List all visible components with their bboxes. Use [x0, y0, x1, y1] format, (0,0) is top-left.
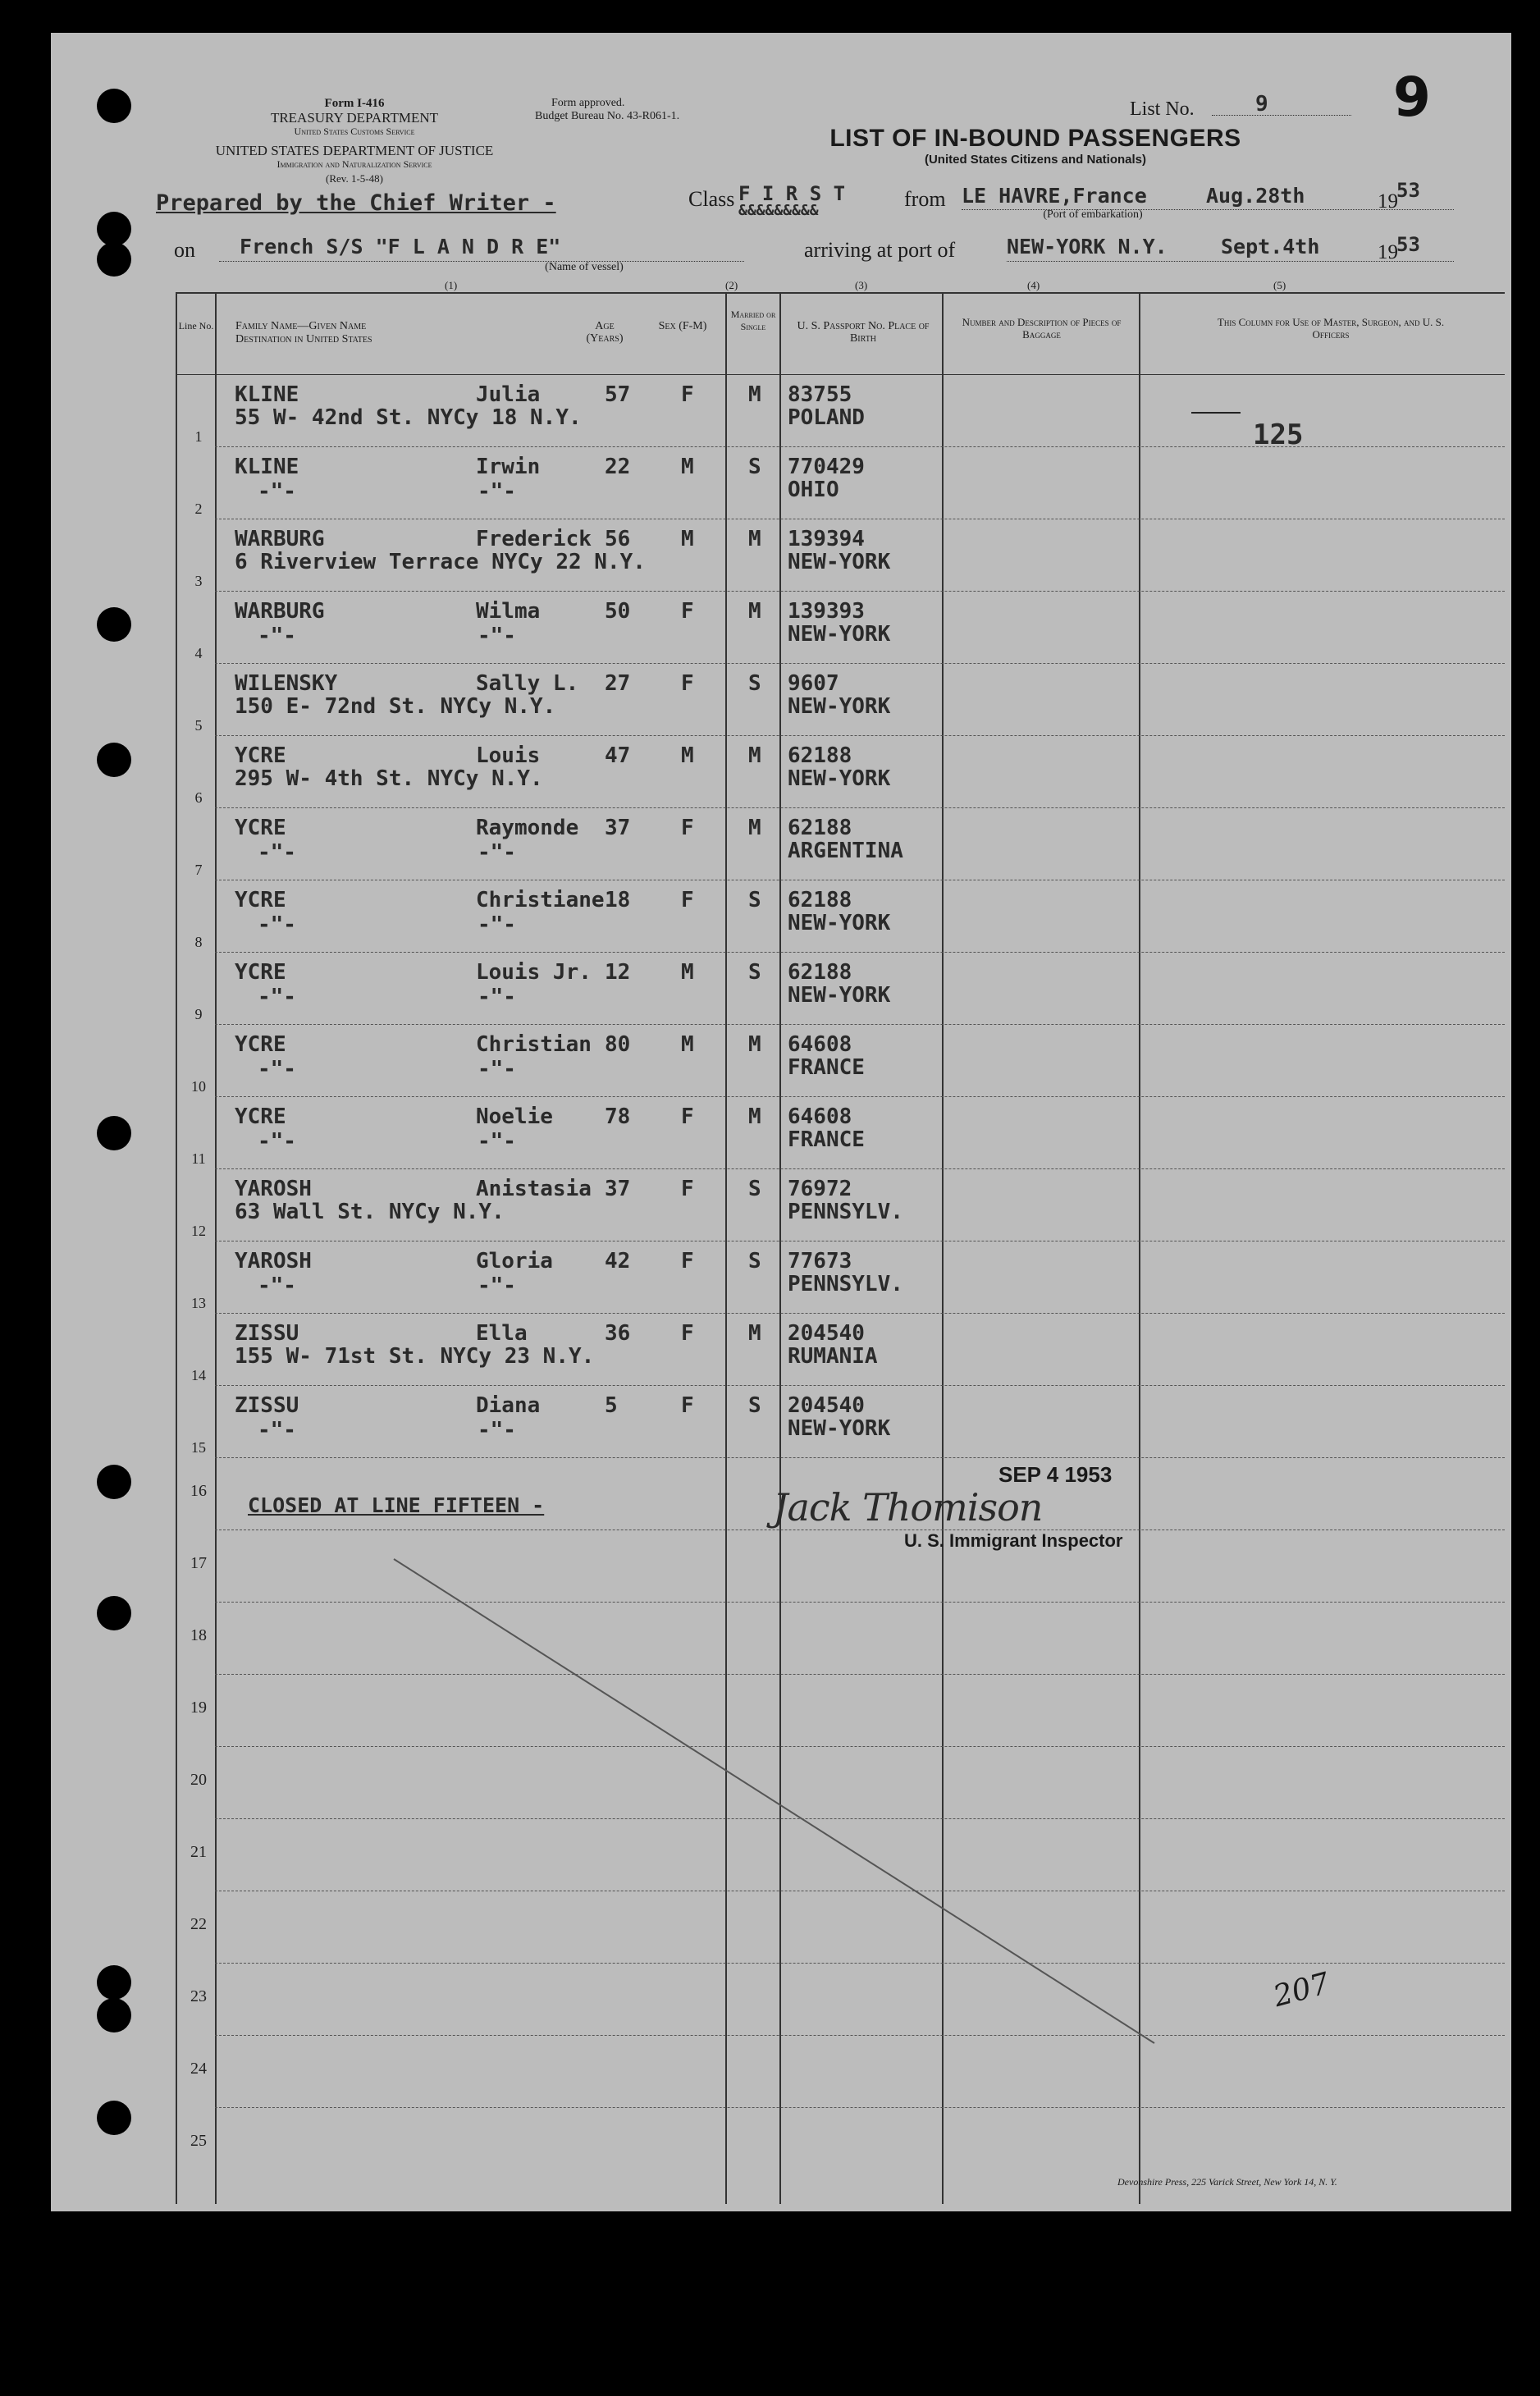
arriving-year-prefix: 19: [1378, 241, 1398, 263]
passport-number: 83755: [788, 382, 852, 407]
inspector-signature: Jack Thomison: [773, 1485, 1043, 1530]
sex: F: [681, 1321, 694, 1346]
header-officers: This Column for Use of Master, Surgeon, and U. S. Officers: [1217, 316, 1445, 341]
passport-number: 64608: [788, 1032, 852, 1057]
col-num-1: (1): [445, 279, 458, 291]
col-num-4: (4): [1027, 279, 1040, 291]
marital-status: M: [748, 816, 761, 840]
ditto-family: -"-: [258, 840, 296, 865]
line-number: 10: [191, 1078, 206, 1095]
place-of-birth: NEW-YORK: [788, 694, 891, 719]
from-port: LE HAVRE,France: [962, 184, 1147, 208]
given-name: Wilma: [476, 599, 541, 624]
list-no-value: 9: [1255, 92, 1268, 117]
given-name: Louis Jr.: [476, 960, 592, 985]
passport-number: 9607: [788, 671, 839, 696]
ditto-family: -"-: [258, 1418, 296, 1443]
line-number: 2: [194, 501, 203, 517]
line-number: 3: [194, 573, 203, 589]
passport-number: 77673: [788, 1249, 852, 1273]
place-of-birth: FRANCE: [788, 1055, 865, 1080]
family-name: KLINE: [235, 382, 299, 407]
age: 22: [605, 455, 631, 479]
age: 42: [605, 1249, 631, 1273]
ditto-address: -"-: [478, 479, 516, 504]
place-of-birth: ARGENTINA: [788, 839, 903, 863]
marital-status: M: [748, 1321, 761, 1346]
given-name: Anistasia: [476, 1177, 592, 1201]
destination-address: 155 W- 71st St. NYCy 23 N.Y.: [235, 1344, 595, 1369]
ditto-family: -"-: [258, 479, 296, 504]
header-name: Family Name—Given Name: [235, 320, 367, 332]
line-number: 12: [191, 1223, 206, 1239]
family-name: YCRE: [235, 743, 286, 768]
ditto-family: -"-: [258, 1273, 296, 1298]
given-name: Christian: [476, 1032, 592, 1057]
date-stamp: SEP 4 1953: [998, 1462, 1113, 1487]
place-of-birth: NEW-YORK: [788, 622, 891, 647]
place-of-birth: POLAND: [788, 405, 865, 430]
from-label: from: [904, 187, 946, 211]
form-approved: Form approved.: [551, 97, 625, 109]
family-name: YCRE: [235, 816, 286, 840]
age: 36: [605, 1321, 631, 1346]
line-number: 8: [194, 934, 203, 950]
age: 57: [605, 382, 631, 407]
line-number: 21: [190, 1843, 207, 1861]
port-embark-caption: (Port of embarkation): [1043, 208, 1143, 221]
justice-dept: UNITED STATES DEPARTMENT OF JUSTICE: [215, 143, 494, 158]
family-name: ZISSU: [235, 1321, 299, 1346]
sex: M: [681, 743, 694, 768]
given-name: Diana: [476, 1393, 541, 1418]
ditto-address: -"-: [478, 1273, 516, 1298]
marital-status: M: [748, 1104, 761, 1129]
sex: F: [681, 888, 694, 912]
passport-number: 62188: [788, 816, 852, 840]
marital-status: S: [748, 888, 761, 912]
treasury-dept: TREASURY DEPARTMENT: [270, 110, 439, 126]
line-number: 20: [190, 1771, 207, 1789]
age: 37: [605, 816, 631, 840]
given-name: Gloria: [476, 1249, 553, 1273]
budget-bureau: Budget Bureau No. 43-R061-1.: [535, 110, 680, 122]
marital-status: S: [748, 455, 761, 479]
margin-number: 207: [1269, 1966, 1333, 2014]
line-number: 15: [191, 1439, 206, 1456]
marital-status: S: [748, 1249, 761, 1273]
passport-number: 62188: [788, 960, 852, 985]
page-title: LIST OF IN-BOUND PASSENGERS: [829, 125, 1241, 152]
age: 18: [605, 888, 631, 912]
age: 56: [605, 527, 631, 551]
line-number: 25: [190, 2132, 207, 2150]
line-number: 18: [190, 1626, 207, 1644]
passport-number: 76972: [788, 1177, 852, 1201]
passport-number: 204540: [788, 1393, 865, 1418]
page-subtitle: (United States Citizens and Nationals): [924, 153, 1147, 167]
closed-text: CLOSED AT LINE FIFTEEN -: [248, 1493, 545, 1517]
customs-service: United States Customs Service: [294, 126, 415, 137]
given-name: Louis: [476, 743, 541, 768]
manifest-sheet: [51, 33, 1511, 2211]
ditto-family: -"-: [258, 624, 296, 648]
family-name: YCRE: [235, 960, 286, 985]
destination-address: 6 Riverview Terrace NYCy 22 N.Y.: [235, 550, 646, 574]
arriving-date: Sept.4th: [1221, 235, 1320, 258]
marital-status: M: [748, 599, 761, 624]
age: 50: [605, 599, 631, 624]
line-number: 5: [194, 717, 203, 734]
passport-number: 139394: [788, 527, 865, 551]
sex: F: [681, 1177, 694, 1201]
header-age: Age (Years): [586, 320, 624, 345]
on-label: on: [174, 238, 195, 262]
sex: M: [681, 527, 694, 551]
inspector-label: U. S. Immigrant Inspector: [904, 1530, 1123, 1551]
destination-address: 295 W- 4th St. NYCy N.Y.: [235, 766, 543, 791]
cancel-line: [51, 33, 1511, 2211]
passport-number: 62188: [788, 743, 852, 768]
sex: F: [681, 816, 694, 840]
place-of-birth: NEW-YORK: [788, 550, 891, 574]
place-of-birth: NEW-YORK: [788, 983, 891, 1008]
age: 5: [605, 1393, 618, 1418]
passport-number: 770429: [788, 455, 865, 479]
marital-status: S: [748, 960, 761, 985]
given-name: Julia: [476, 382, 541, 407]
header-baggage: Number and Description of Pieces of Baggage: [962, 316, 1122, 341]
age: 78: [605, 1104, 631, 1129]
col-num-5: (5): [1273, 279, 1286, 291]
family-name: KLINE: [235, 455, 299, 479]
class-strike: &&&&&&&&&: [738, 202, 819, 219]
corner-list-number: 9: [1393, 66, 1431, 129]
marital-status: M: [748, 743, 761, 768]
place-of-birth: NEW-YORK: [788, 911, 891, 935]
destination-address: 55 W- 42nd St. NYCy 18 N.Y.: [235, 405, 582, 430]
family-name: YCRE: [235, 1032, 286, 1057]
sex: F: [681, 1393, 694, 1418]
officer-note: 125: [1253, 418, 1304, 451]
given-name: Christiane: [476, 888, 605, 912]
family-name: YAROSH: [235, 1249, 312, 1273]
marital-status: M: [748, 1032, 761, 1057]
line-number: 14: [191, 1367, 206, 1383]
marital-status: M: [748, 527, 761, 551]
line-number: 24: [190, 2060, 207, 2078]
place-of-birth: NEW-YORK: [788, 1416, 891, 1441]
ditto-family: -"-: [258, 985, 296, 1009]
header-married: Married or Single: [730, 309, 776, 332]
line-number: 9: [194, 1006, 203, 1022]
marital-status: M: [748, 382, 761, 407]
family-name: WARBURG: [235, 599, 325, 624]
place-of-birth: RUMANIA: [788, 1344, 878, 1369]
age: 47: [605, 743, 631, 768]
vessel-caption: (Name of vessel): [545, 261, 624, 273]
place-of-birth: PENNSYLV.: [788, 1200, 903, 1224]
given-name: Irwin: [476, 455, 541, 479]
list-no-label: List No.: [1130, 98, 1195, 120]
sex: M: [681, 455, 694, 479]
arriving-label: arriving at port of: [804, 238, 956, 262]
sex: F: [681, 1104, 694, 1129]
passport-number: 64608: [788, 1104, 852, 1129]
place-of-birth: FRANCE: [788, 1127, 865, 1152]
vessel-name: French S/S "F L A N D R E": [240, 235, 561, 258]
ditto-family: -"-: [258, 1129, 296, 1154]
given-name: Raymonde: [476, 816, 579, 840]
marital-status: S: [748, 671, 761, 696]
line-number: 22: [190, 1915, 207, 1933]
form-number: Form I-416: [324, 97, 385, 110]
ditto-family: -"-: [258, 912, 296, 937]
line-number: 6: [194, 789, 203, 806]
arriving-year: 53: [1396, 233, 1420, 256]
from-year-prefix: 19: [1378, 190, 1398, 213]
age: 80: [605, 1032, 631, 1057]
family-name: YCRE: [235, 888, 286, 912]
sex: F: [681, 1249, 694, 1273]
col-num-2: (2): [725, 279, 738, 291]
marital-status: S: [748, 1177, 761, 1201]
family-name: YCRE: [235, 1104, 286, 1129]
line-number: 4: [194, 645, 203, 661]
ins-service: Immigration and Naturalization Service: [276, 158, 432, 170]
sex: M: [681, 960, 694, 985]
place-of-birth: PENNSYLV.: [788, 1272, 903, 1296]
given-name: Noelie: [476, 1104, 553, 1129]
ditto-address: -"-: [478, 840, 516, 865]
line-number: 23: [190, 1987, 207, 2005]
sex: M: [681, 1032, 694, 1057]
age: 27: [605, 671, 631, 696]
printer-imprint: Devonshire Press, 225 Varick Street, New York 14, N. Y.: [1117, 2176, 1337, 2188]
line-number: 1: [194, 428, 203, 445]
age: 12: [605, 960, 631, 985]
class-value: F I R S T: [738, 182, 846, 205]
marital-status: S: [748, 1393, 761, 1418]
passport-number: 204540: [788, 1321, 865, 1346]
from-date: Aug.28th: [1206, 184, 1305, 208]
class-label: Class: [688, 187, 735, 211]
age: 37: [605, 1177, 631, 1201]
given-name: Sally L.: [476, 671, 579, 696]
destination-address: 150 E- 72nd St. NYCy N.Y.: [235, 694, 556, 719]
passport-number: 139393: [788, 599, 865, 624]
header-destination: Destination in United States: [235, 333, 372, 345]
line-number: 16: [190, 1482, 207, 1500]
line-number: 19: [190, 1699, 207, 1717]
arriving-port: NEW-YORK N.Y.: [1007, 235, 1168, 258]
family-name: ZISSU: [235, 1393, 299, 1418]
line-number: 13: [191, 1295, 206, 1311]
family-name: WILENSKY: [235, 671, 338, 696]
sex: F: [681, 599, 694, 624]
ditto-address: -"-: [478, 624, 516, 648]
family-name: WARBURG: [235, 527, 325, 551]
header-sex: Sex (F-M): [658, 320, 707, 332]
place-of-birth: NEW-YORK: [788, 766, 891, 791]
ditto-address: -"-: [478, 1129, 516, 1154]
sex: F: [681, 671, 694, 696]
destination-address: 63 Wall St. NYCy N.Y.: [235, 1200, 505, 1224]
given-name: Frederick: [476, 527, 592, 551]
place-of-birth: OHIO: [788, 478, 839, 502]
line-number: 11: [191, 1150, 206, 1167]
prepared-by: Prepared by the Chief Writer -: [156, 190, 556, 216]
ditto-address: -"-: [478, 1418, 516, 1443]
header-passport: U. S. Passport No. Place of Birth: [797, 320, 930, 345]
given-name: Ella: [476, 1321, 528, 1346]
from-year: 53: [1396, 179, 1420, 202]
header-line-no: Line No.: [178, 320, 214, 332]
ditto-address: -"-: [478, 985, 516, 1009]
ditto-address: -"-: [478, 912, 516, 937]
revision: (Rev. 1-5-48): [326, 172, 383, 185]
sex: F: [681, 382, 694, 407]
line-number: 7: [194, 862, 203, 878]
ditto-address: -"-: [478, 1057, 516, 1081]
ditto-family: -"-: [258, 1057, 296, 1081]
col-num-3: (3): [855, 279, 868, 291]
line-number: 17: [190, 1554, 207, 1572]
passport-number: 62188: [788, 888, 852, 912]
family-name: YAROSH: [235, 1177, 312, 1201]
